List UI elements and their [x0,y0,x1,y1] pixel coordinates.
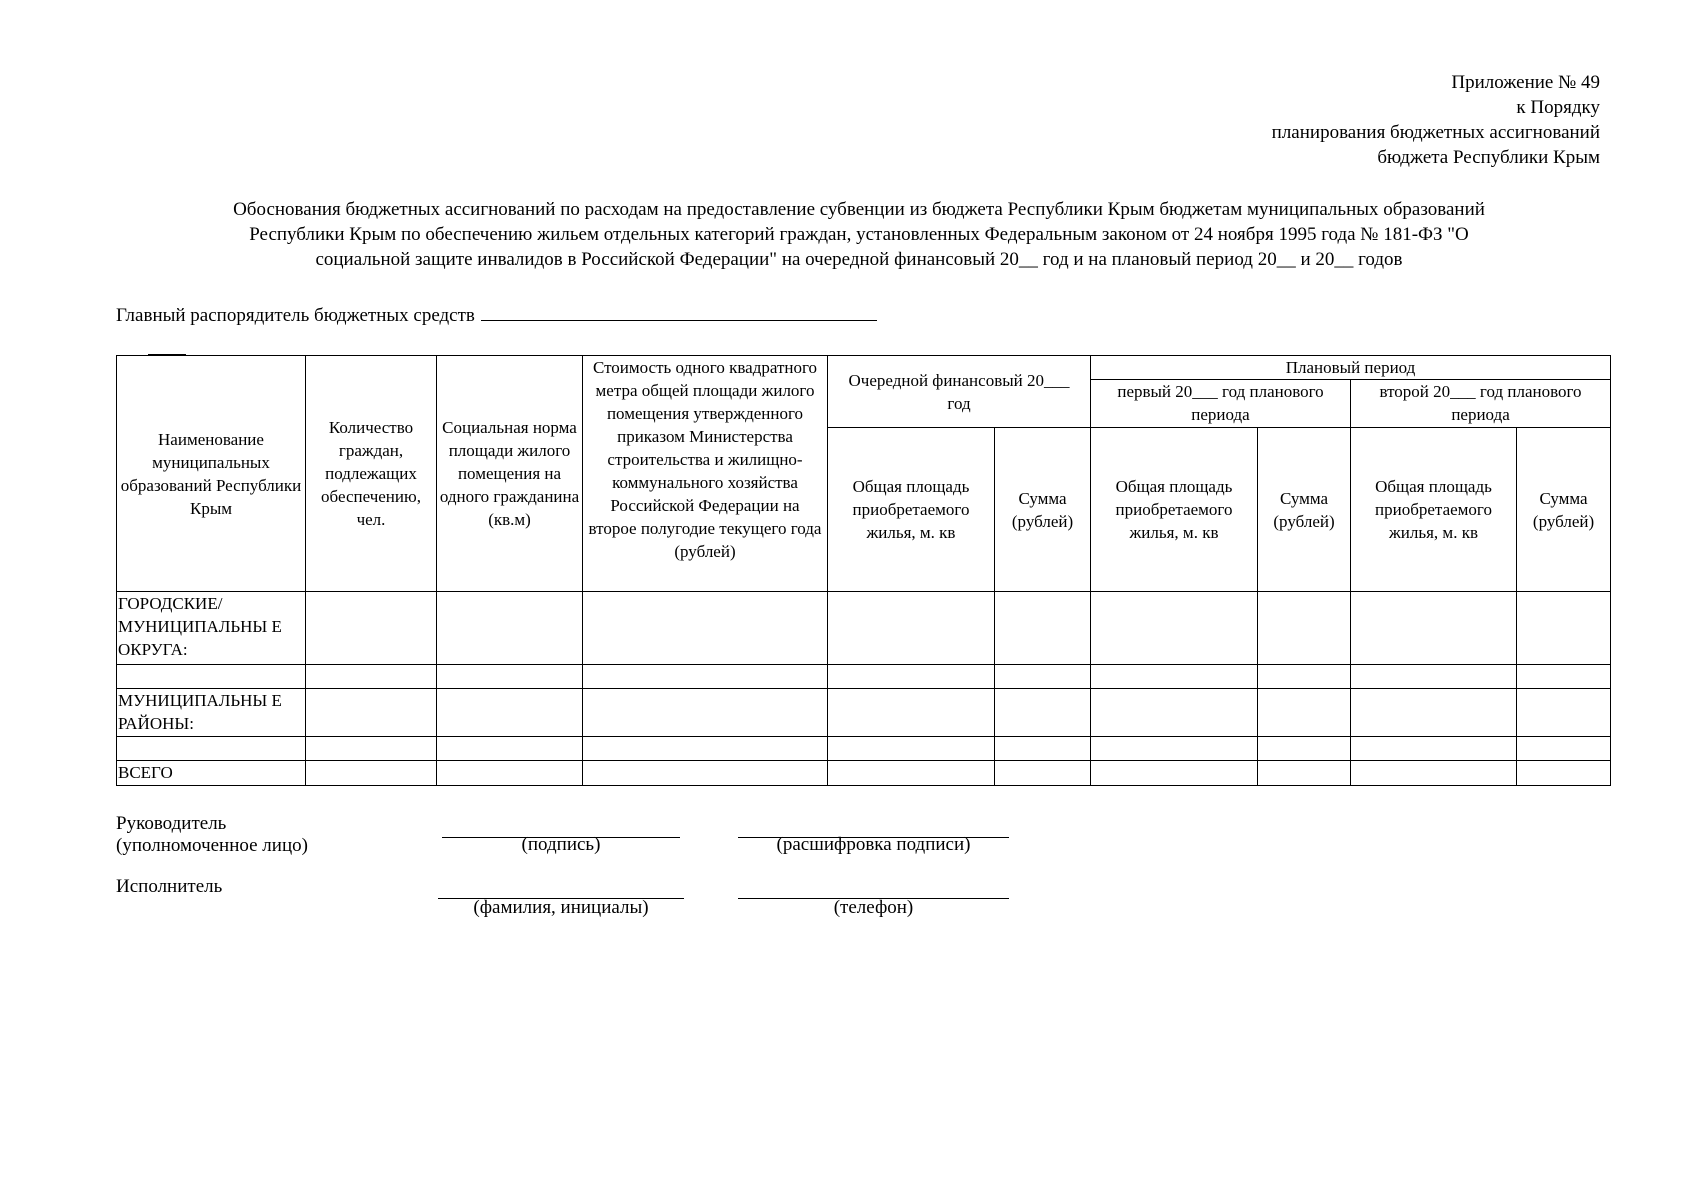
table-cell[interactable] [306,761,437,786]
header-norm: Социальная норма площади жилого помещения на одного гражданина (кв.м) [437,356,583,592]
head-label [116,813,308,857]
table-cell[interactable] [583,592,828,665]
table-cell[interactable] [1517,665,1611,689]
head-label-line-1: Руководитель [116,813,227,834]
executor-label: Исполнитель [116,876,223,897]
distributor-label: Главный распорядитель бюджетных средств [116,305,475,326]
head-label-line-2: (уполномоченное лицо) [116,835,308,856]
table-cell[interactable] [306,665,437,689]
appendix-line-2: к Порядку [1516,97,1600,118]
header-first-sum: Сумма (рублей) [1258,428,1351,592]
table-cell[interactable] [1091,689,1258,737]
table-cell[interactable] [583,737,828,761]
table-cell[interactable] [1258,665,1351,689]
executor-name-caption: (фамилия, инициалы) [473,897,649,918]
document-title [112,197,1606,272]
table-cell[interactable] [1258,592,1351,665]
table-cell[interactable] [828,665,995,689]
table-cell[interactable] [437,592,583,665]
table-cell[interactable] [995,592,1091,665]
table-cell[interactable] [1258,737,1351,761]
table-row [117,689,1611,737]
table-cell[interactable] [437,761,583,786]
header-second-year: второй 20___ год планового периода [1351,380,1611,428]
table-cell[interactable] [995,689,1091,737]
header-citizens: Количество граждан, подлежащих обеспечению, чел. [306,356,437,592]
table-cell[interactable] [437,665,583,689]
table-cell[interactable] [828,761,995,786]
signature-decode-caption: (расшифровка подписи) [776,834,971,855]
table-cell[interactable] [583,665,828,689]
table-cell[interactable] [306,592,437,665]
table-cell[interactable] [437,689,583,737]
header-current-area: Общая площадь приобретаемого жилья, м. кв [828,428,995,592]
table-cell[interactable] [995,761,1091,786]
table-cell[interactable] [1091,737,1258,761]
table-cell[interactable] [1517,737,1611,761]
header-cost: Стоимость одного квадратного метра общей площади жилого помещения утвержденного приказом Министерства строительства и жилищно-коммунального хозяйства Российской Федерации на второе полугодие текущего года (рублей) [583,356,828,592]
table-header-row [117,356,1611,380]
table-row [117,592,1611,665]
table-cell[interactable] [1517,761,1611,786]
table-cell[interactable] [1351,761,1517,786]
header-current-sum: Сумма (рублей) [995,428,1091,592]
distributor-field [116,302,877,328]
row-label-districts: МУНИЦИПАЛЬНЫ Е РАЙОНЫ: [117,689,306,737]
table-cell[interactable] [1091,761,1258,786]
header-second-area: Общая площадь приобретаемого жилья, м. кв [1351,428,1517,592]
table-cell[interactable] [1091,665,1258,689]
signature-caption: (подпись) [521,834,601,855]
header-first-area: Общая площадь приобретаемого жилья, м. кв [1091,428,1258,592]
table-cell[interactable] [1258,689,1351,737]
row-label-total: ВСЕГО [117,761,306,786]
table-cell[interactable] [583,761,828,786]
table-row [117,665,1611,689]
table-cell[interactable] [437,737,583,761]
table-cell[interactable] [995,665,1091,689]
title-line-2: Республики Крым по обеспечению жильем отдельных категорий граждан, установленных Федеральным законом от 24 ноября 1995 года № 181-ФЗ "О [249,224,1469,245]
title-line-1: Обоснования бюджетных ассигнований по расходам на предоставление субвенции из бюджета Республики Крым бюджетам муниципальных образований [233,199,1485,220]
table-cell[interactable] [1517,592,1611,665]
table-row-total [117,761,1611,786]
table-cell[interactable] [1351,592,1517,665]
table-cell[interactable] [828,689,995,737]
appendix-header [1272,70,1600,170]
appendix-line-1: Приложение № 49 [1451,72,1600,93]
table-cell[interactable] [306,737,437,761]
table-cell[interactable] [306,689,437,737]
table-row [117,737,1611,761]
table-cell[interactable] [1351,689,1517,737]
row-label-urban: ГОРОДСКИЕ/ МУНИЦИПАЛЬНЫ Е ОКРУГА: [117,592,306,665]
table-cell[interactable] [117,737,306,761]
header-current-year: Очередной финансовый 20___ год [828,356,1091,428]
budget-table [116,355,1611,786]
appendix-line-3: планирования бюджетных ассигнований [1271,122,1600,143]
table-cell[interactable] [828,592,995,665]
header-first-year: первый 20___ год планового периода [1091,380,1351,428]
appendix-line-4: бюджета Республики Крым [1377,147,1600,168]
distributor-blank-line[interactable] [481,302,877,321]
executor-phone-caption: (телефон) [833,897,914,918]
table-cell[interactable] [995,737,1091,761]
table-cell[interactable] [1351,665,1517,689]
table-cell[interactable] [1517,689,1611,737]
title-line-3: социальной защите инвалидов в Российской Федерации" на очередной финансовый 20__ год и на плановый период 20__ и 20__ годов [315,249,1403,270]
table-cell[interactable] [828,737,995,761]
header-names: Наименование муниципальных образований Республики Крым [117,356,306,592]
header-planning-period: Плановый период [1091,356,1611,380]
table-cell[interactable] [583,689,828,737]
table-cell[interactable] [1091,592,1258,665]
header-second-sum: Сумма (рублей) [1517,428,1611,592]
table-cell[interactable] [117,665,306,689]
table-cell[interactable] [1258,761,1351,786]
table-cell[interactable] [1351,737,1517,761]
